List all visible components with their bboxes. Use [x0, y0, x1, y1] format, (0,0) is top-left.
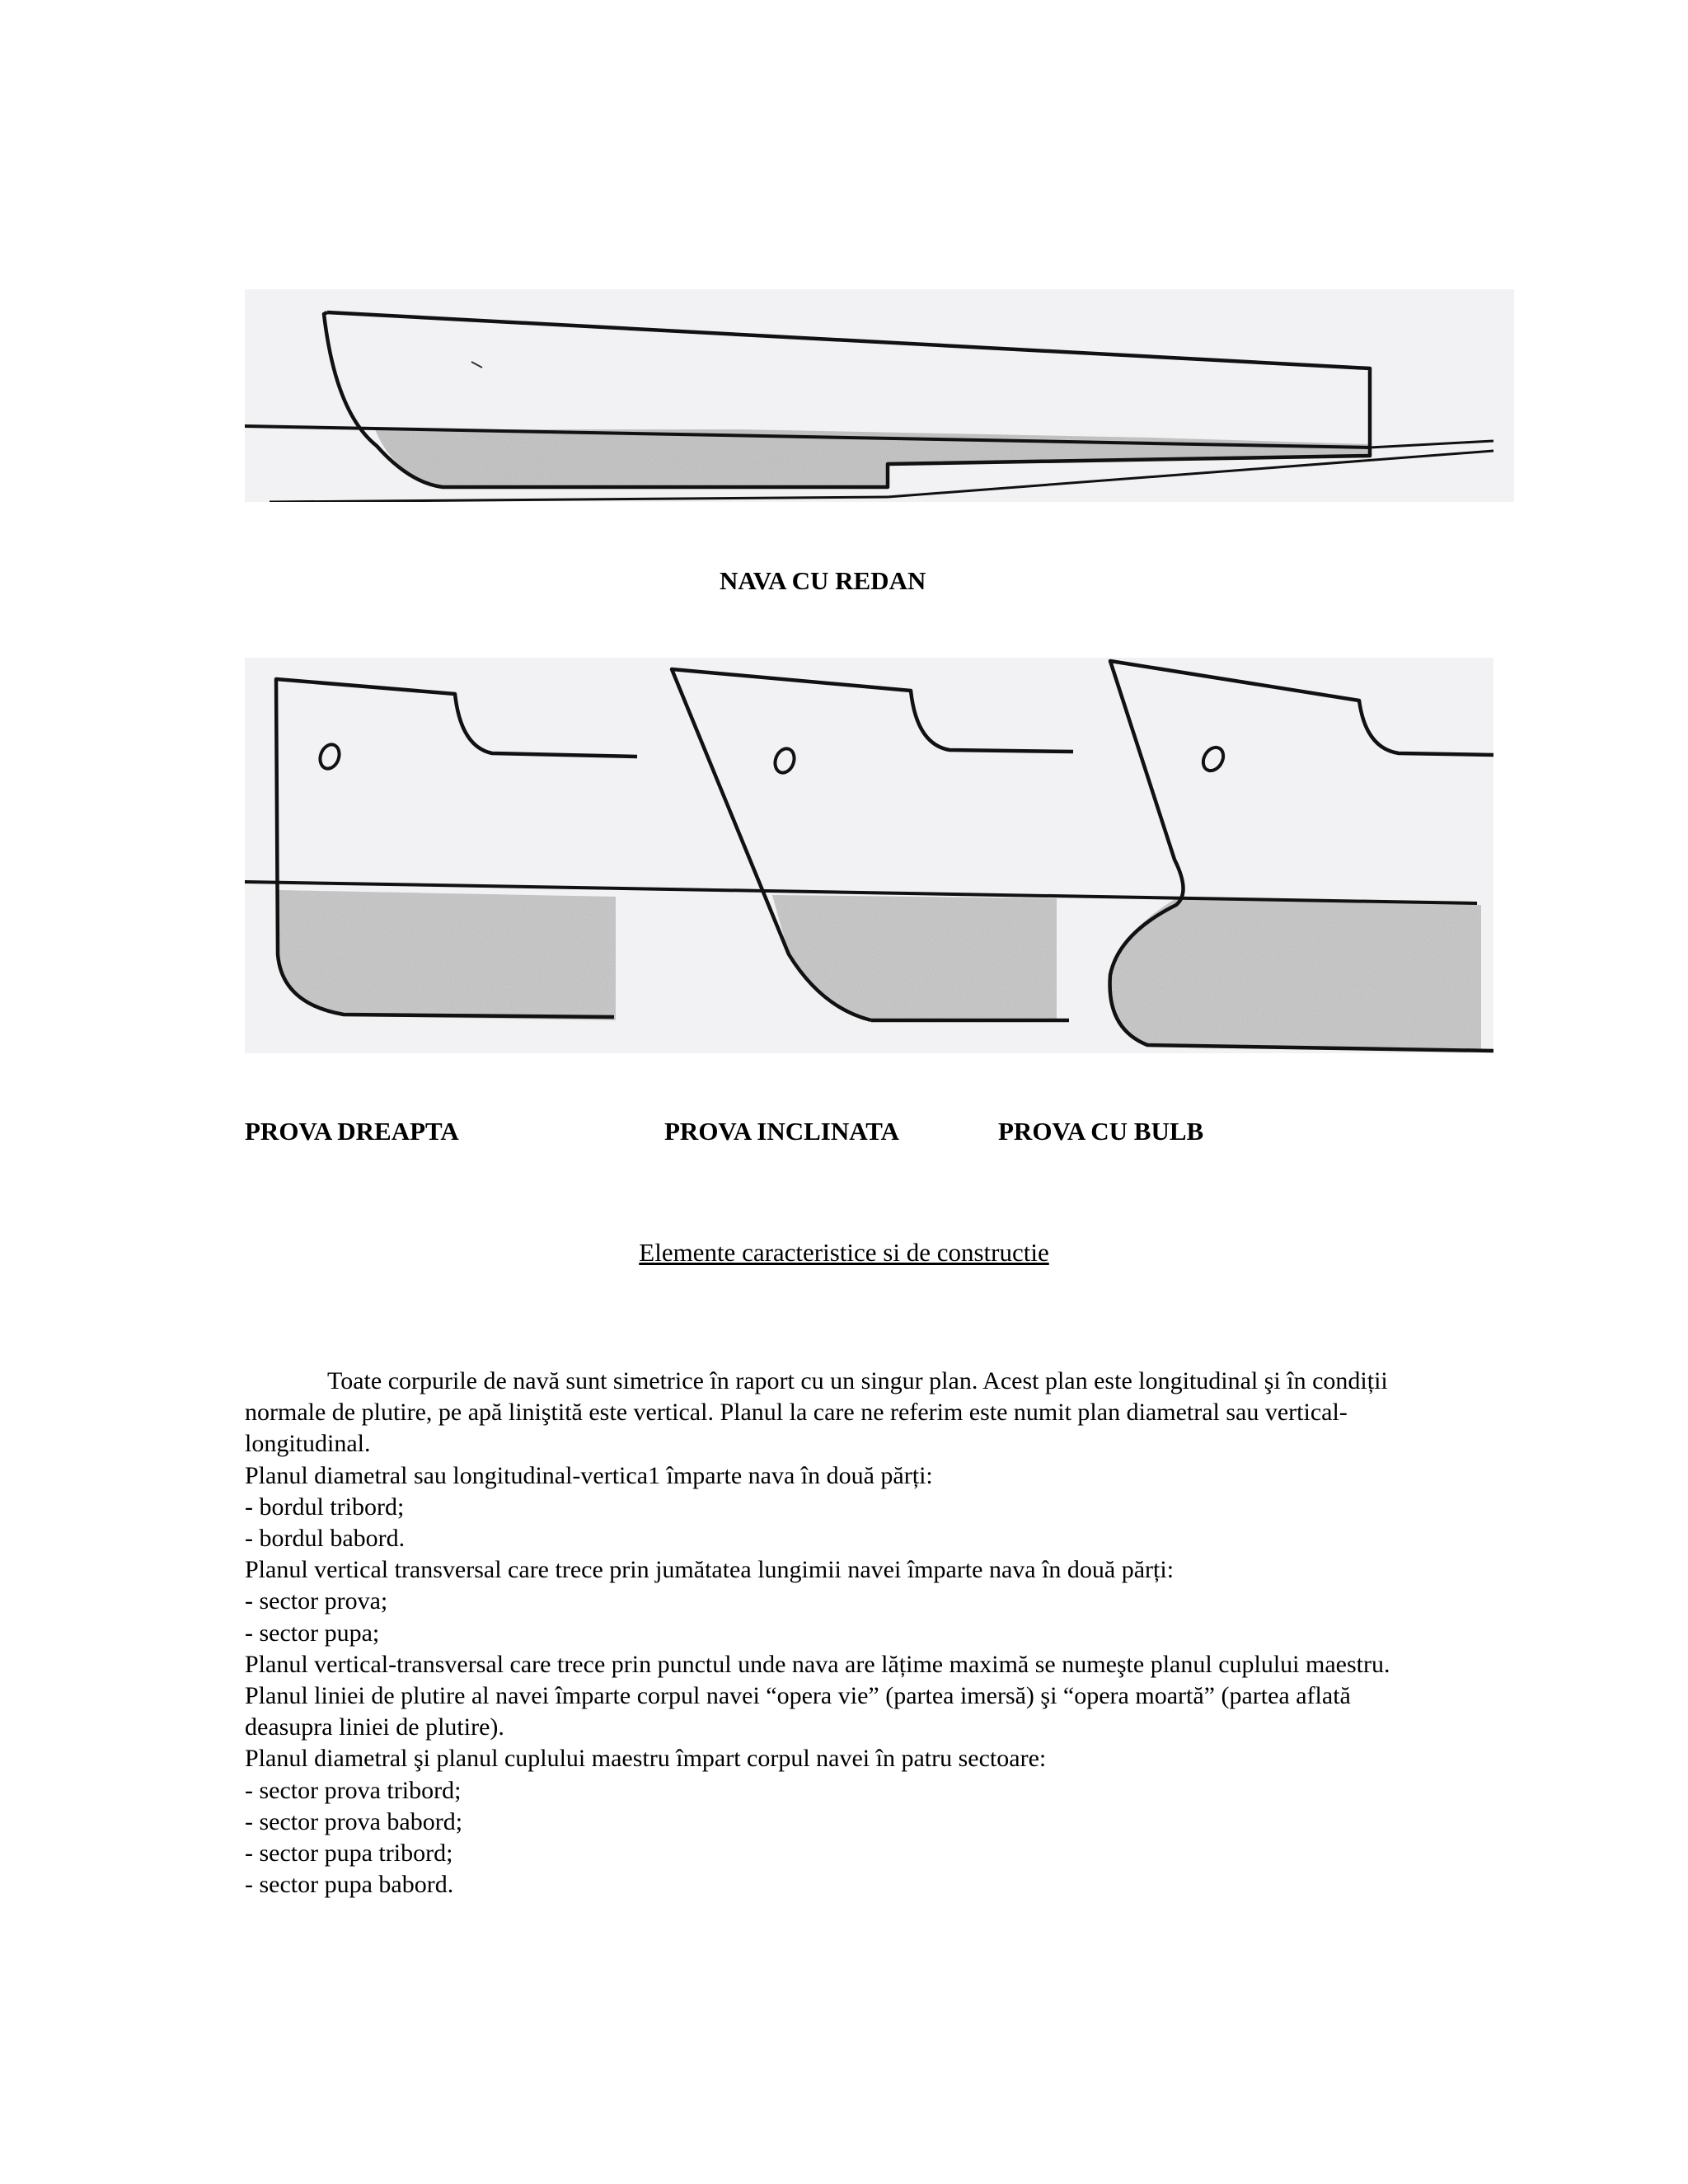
bulb-bow-porthole — [1199, 744, 1227, 775]
redan-hull-drawing — [245, 289, 1514, 502]
paragraph-intro: Toate corpurile de navă sunt simetrice în raport cu un singur plan. Acest plan este longitudinal şi în condiții normale de plutire, pe apă liniştită este vertical. Planul la care ne referim este numit plan diametral sau vertical-longitudinal. — [245, 1367, 1388, 1458]
list-item: - bordul babord. — [245, 1525, 406, 1553]
caption-nava-cu-redan: NAVA CU REDAN — [720, 566, 926, 595]
list-item: - sector prova babord; — [245, 1807, 463, 1835]
straight-bow-porthole — [317, 742, 343, 771]
figure-bow-types — [245, 658, 1493, 1053]
list-item: - sector prova; — [245, 1587, 388, 1615]
paragraph: Planul diametral şi planul cuplului maestru împart corpul navei în patru sectoare: — [245, 1745, 1047, 1773]
list-item: - sector pupa tribord; — [245, 1840, 453, 1868]
bow-types-drawing — [245, 658, 1493, 1053]
section-title: Elemente caracteristice si de constructie — [639, 1238, 1049, 1267]
list-item: - sector pupa babord. — [245, 1871, 454, 1899]
list-item: - bordul tribord; — [245, 1493, 405, 1521]
figure-nava-cu-redan — [245, 289, 1514, 502]
caption-prova-cu-bulb: PROVA CU BULB — [998, 1117, 1204, 1146]
caption-prova-dreapta: PROVA DREAPTA — [245, 1117, 459, 1146]
list-item: - sector pupa; — [245, 1619, 380, 1647]
paragraph: Planul vertical-transversal care trece prin punctul unde nava are lățime maximă se numeşte planul cuplului maestru. — [245, 1650, 1390, 1678]
body-text — [245, 1366, 1415, 1900]
paragraph: Planul liniei de plutire al navei împarte corpul navei “opera vie” (partea imersă) şi “opera moartă” (partea aflată deasupra liniei de plutire). — [245, 1682, 1351, 1741]
paragraph: Planul vertical transversal care trece prin jumătatea lungimii navei împarte nava în două părți: — [245, 1556, 1175, 1584]
list-item: - sector prova tribord; — [245, 1776, 462, 1804]
caption-prova-inclinata: PROVA INCLINATA — [664, 1117, 900, 1146]
paragraph: Planul diametral sau longitudinal-vertica1 împarte nava în două părți: — [245, 1461, 933, 1489]
inclined-bow-porthole — [772, 746, 798, 776]
